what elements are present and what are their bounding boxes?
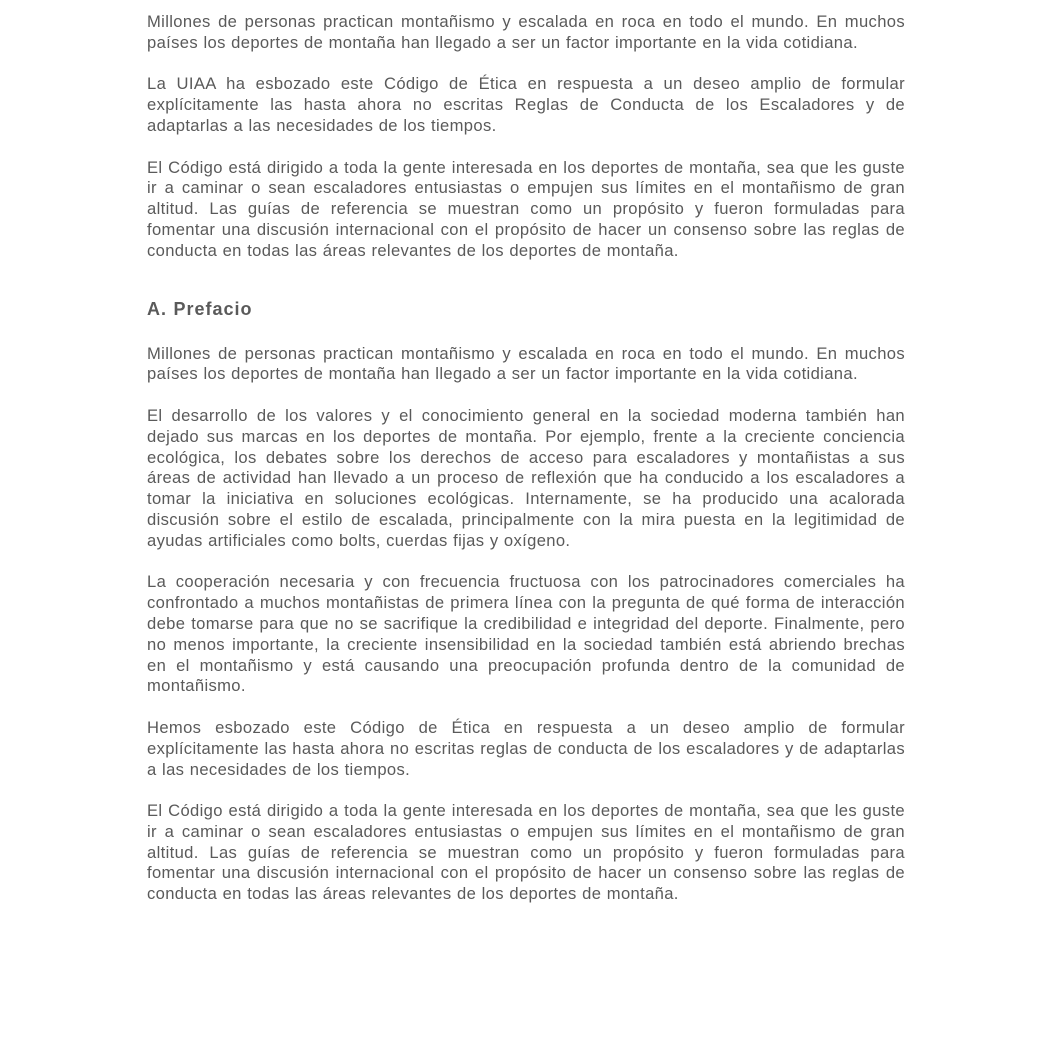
intro-paragraph: La UIAA ha esbozado este Código de Ética en respuesta a un deseo amplio de formular explícitamente las hasta ahora no escritas Reglas de Conducta de los Escaladores y de adaptarlas a las necesidades de los tiempos. [147, 74, 905, 135]
document-page [147, 12, 905, 926]
intro-paragraph: Millones de personas practican montañismo y escalada en roca en todo el mundo. En muchos países los deportes de montaña han llegado a ser un factor importante en la vida cotidiana. [147, 12, 905, 52]
section-paragraph: El Código está dirigido a toda la gente interesada en los deportes de montaña, sea que les guste ir a caminar o sean escaladores entusiastas o empujen sus límites en el montañismo de gran altitud. Las guías de referencia se muestran como un propósito y fueron formuladas para fomentar una discusión internacional con el propósito de hacer un consenso sobre las reglas de conducta en todas las áreas relevantes de los deportes de montaña. [147, 801, 905, 904]
section-heading: A. Prefacio [147, 298, 253, 319]
section-paragraph: Hemos esbozado este Código de Ética en respuesta a un deseo amplio de formular explícitamente las hasta ahora no escritas reglas de conducta de los escaladores y de adaptarlas a las necesidades de los tiempos. [147, 717, 905, 779]
section-paragraph: Millones de personas practican montañismo y escalada en roca en todo el mundo. En muchos países los deportes de montaña han llegado a ser un factor importante en la vida cotidiana. [147, 343, 905, 384]
intro-paragraph: El Código está dirigido a toda la gente interesada en los deportes de montaña, sea que les guste ir a caminar o sean escaladores entusiastas o empujen sus límites en el montañismo de gran altitud. Las guías de referencia se muestran como un propósito y fueron formuladas para fomentar una discusión internacional con el propósito de hacer un consenso sobre las reglas de conducta en todas las áreas relevantes de los deportes de montaña. [147, 157, 905, 260]
section-paragraph: La cooperación necesaria y con frecuencia fructuosa con los patrocinadores comerciales ha confrontado a muchos montañistas de primera línea con la pregunta de qué forma de interacción debe tomarse para que no se sacrifique la credibilidad e integridad del deporte. Finalmente, pero no menos importante, la creciente insensibilidad en la sociedad también está abriendo brechas en el montañismo y está causando una preocupación profunda dentro de la comunidad de montañismo. [147, 572, 905, 696]
section-paragraph: El desarrollo de los valores y el conocimiento general en la sociedad moderna también han dejado sus marcas en los deportes de montaña. Por ejemplo, frente a la creciente conciencia ecológica, los debates sobre los derechos de acceso para escaladores y montañistas a sus áreas de actividad han llevado a un proceso de reflexión que ha conducido a los escaladores a tomar la iniciativa en soluciones ecológicas. Internamente, se ha producido una acalorada discusión sobre el estilo de escalada, principalmente con la mira puesta en la legitimidad de ayudas artificiales como bolts, cuerdas fijas y oxígeno. [147, 405, 905, 550]
section-a [147, 298, 905, 906]
intro-section [147, 12, 905, 262]
